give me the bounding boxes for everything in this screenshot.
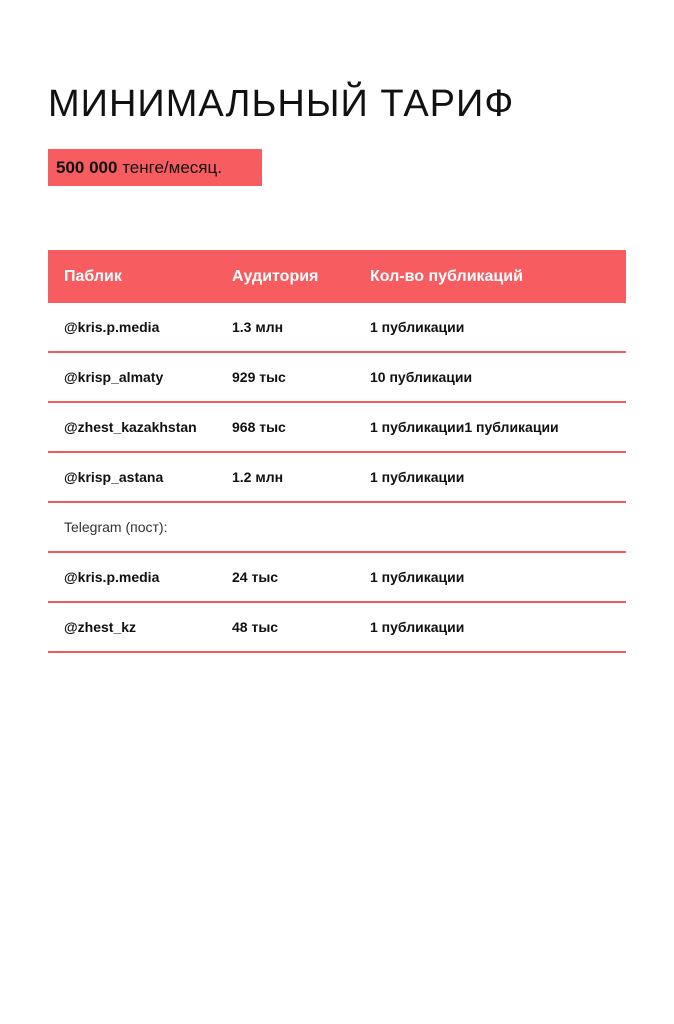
table-row: [48, 353, 626, 403]
audience-value: 968 тыс: [232, 419, 286, 435]
posts-value: 1 публикации: [370, 619, 465, 635]
price-amount: 500 000: [56, 157, 118, 177]
table-row: [48, 453, 626, 503]
section-label-row: [48, 503, 626, 553]
column-header-public: Паблик: [64, 267, 122, 285]
price-badge: [48, 149, 262, 186]
page-title: МИНИМАЛЬНЫЙ ТАРИФ: [48, 83, 515, 125]
public-name: @krisp_astana: [64, 469, 164, 485]
posts-value: 10 публикации: [370, 369, 473, 385]
pricing-table: [48, 250, 626, 653]
column-header-posts: Кол-во публикаций: [370, 267, 523, 285]
audience-value: 48 тыс: [232, 619, 279, 635]
audience-value: 1.3 млн: [232, 319, 284, 335]
table-row: [48, 403, 626, 453]
table-row: [48, 603, 626, 653]
telegram-section-label: Telegram (пост):: [64, 519, 168, 535]
public-name: @kris.p.media: [64, 569, 160, 585]
public-name: @krisp_almaty: [64, 369, 164, 385]
posts-value: 1 публикации: [370, 569, 465, 585]
table-row: [48, 303, 626, 353]
column-header-audience: Аудитория: [232, 267, 319, 285]
posts-value: 1 публикации: [370, 319, 465, 335]
public-name: @zhest_kz: [64, 619, 137, 635]
public-name: @kris.p.media: [64, 319, 160, 335]
audience-value: 24 тыс: [232, 569, 279, 585]
posts-value: 1 публикации1 публикации: [370, 419, 559, 435]
public-name: @zhest_kazakhstan: [64, 419, 197, 435]
audience-value: 1.2 млн: [232, 469, 284, 485]
audience-value: 929 тыс: [232, 369, 286, 385]
price-unit: тенге/месяц.: [122, 157, 222, 177]
posts-value: 1 публикации: [370, 469, 465, 485]
table-header: [48, 250, 626, 303]
table-row: [48, 553, 626, 603]
